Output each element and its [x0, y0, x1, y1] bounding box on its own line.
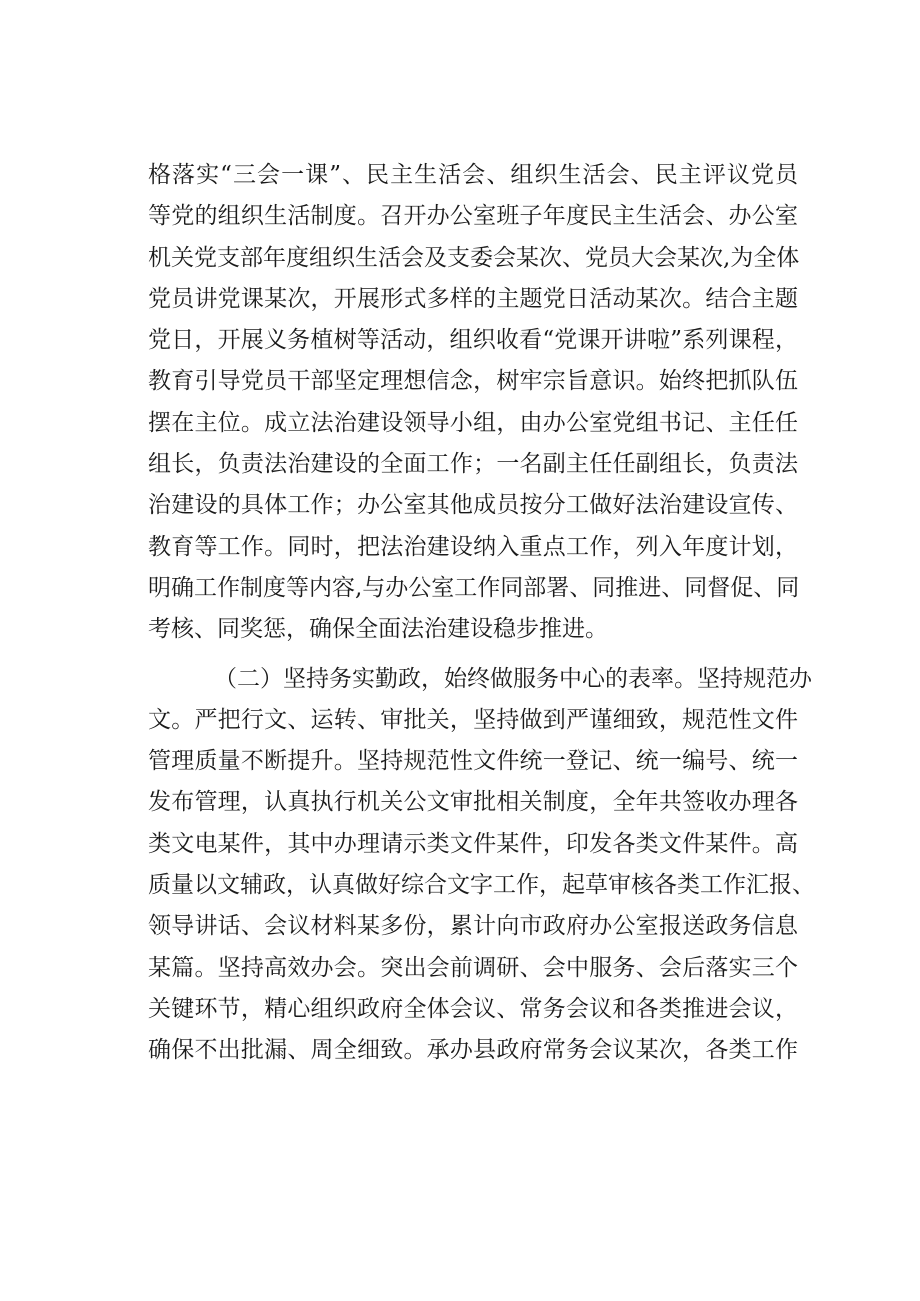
text-line: 摆在主位。成立法治建设领导小组，由办公室党组书记、主任任: [148, 409, 798, 436]
text-line: 治建设的具体工作；办公室其他成员按分工做好法治建设宣传、: [148, 492, 798, 519]
body-text: [148, 155, 815, 1072]
text-line: 确保不出批漏、周全细致。承办县政府常务会议某次，各类工作: [148, 1037, 798, 1064]
paragraph-2: [148, 659, 815, 1072]
text-line: 类文电某件，其中办理请示类文件某件，印发各类文件某件。高: [148, 830, 798, 857]
text-line: 考核、同奖惩，确保全面法治建设稳步推进。: [148, 616, 608, 643]
text-line: 关键环节，精心组织政府全体会议、常务会议和各类推进会议，: [148, 995, 798, 1022]
text-line: 教育等工作。同时，把法治建设纳入重点工作，列入年度计划，: [148, 533, 798, 560]
text-line: 组长，负责法治建设的全面工作；一名副主任任副组长，负责法: [148, 451, 798, 478]
text-line: 质量以文辅政，认真做好综合文字工作，起草审核各类工作汇报、: [148, 872, 815, 899]
text-line: 党员讲党课某次，开展形式多样的主题党日活动某次。结合主题: [148, 285, 798, 312]
paragraph-1: [148, 155, 808, 651]
text-line: 教育引导党员干部坚定理想信念，树牢宗旨意识。始终把抓队伍: [148, 368, 798, 395]
text-line: 文。严把行文、运转、审批关，坚持做到严谨细致，规范性文件: [148, 706, 798, 733]
text-line: 领导讲话、会议材料某多份，累计向市政府办公室报送政务信息: [148, 913, 798, 940]
text-line: 某篇。坚持高效办会。突出会前调研、会中服务、会后落实三个: [148, 954, 798, 981]
text-line: 等党的组织生活制度。召开办公室班子年度民主生活会、办公室: [148, 203, 798, 230]
text-line: 机关党支部年度组织生活会及支委会某次、党员大会某次,为全体: [148, 244, 800, 271]
text-line: 格落实“三会一课”、民主生活会、组织生活会、民主评议党员: [148, 162, 798, 188]
text-line: （二）坚持务实勤政，始终做服务中心的表率。坚持规范办: [214, 665, 812, 692]
paragraph-gap: [148, 651, 808, 659]
text-line: 管理质量不断提升。坚持规范性文件统一登记、统一编号、统一: [148, 748, 798, 775]
text-line: 明确工作制度等内容,与办公室工作同部署、同推进、同督促、同: [148, 574, 800, 601]
text-line: 发布管理，认真执行机关公文审批相关制度，全年共签收办理各: [148, 789, 798, 816]
text-line: 党日，开展义务植树等活动，组织收看“党课开讲啦”系列课程，: [148, 327, 798, 354]
